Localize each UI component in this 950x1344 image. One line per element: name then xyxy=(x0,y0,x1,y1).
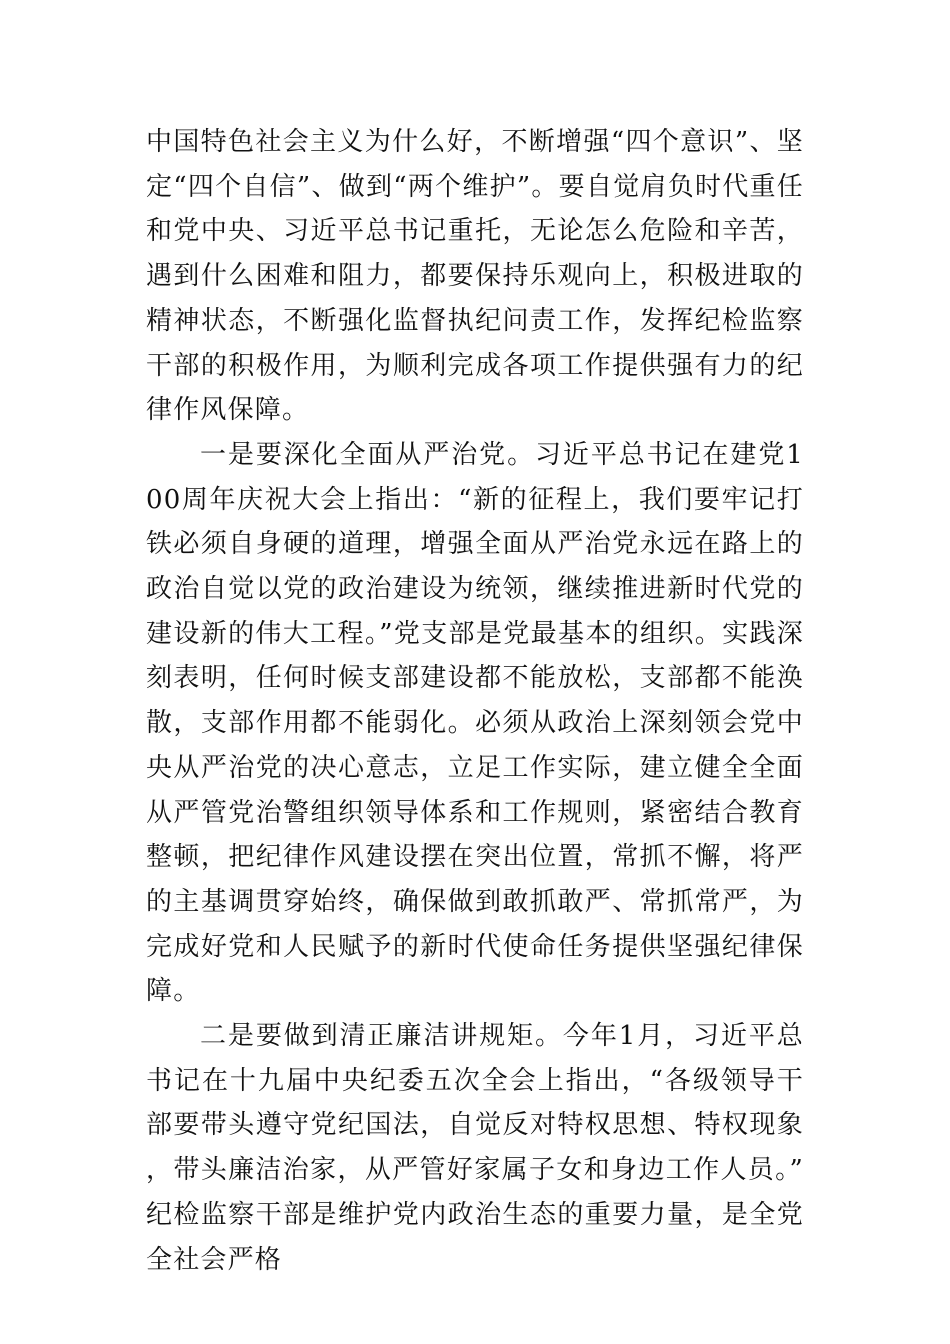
paragraph-continuation: 中国特色社会主义为什么好，不断增强“四个意识”、坚定“四个自信”、做到“两个维护”。要自觉肩负时代重任和党中央、习近平总书记重托，无论怎么危险和辛苦，遇到什么困难和阻力，都要保持乐观向上，积极进取的精神状态，不断强化监督执纪问责工作，发挥纪检监察干部的积极作用，为顺利完成各项工作提供强有力的纪律作风保障。 xyxy=(146,127,804,426)
paragraph-strict-party-governance: 一是要深化全面从严治党。习近平总书记在建党100周年庆祝大会上指出：“新的征程上，我们要牢记打铁必须自身硬的道理，增强全面从严治党永远在路上的政治自觉以党的政治建设为统领，继续推进新时代党的建设新的伟大工程。”党支部是党最基本的组织。实践深刻表明，任何时候支部建设都不能放松，支部都不能涣散，支部作用都不能弱化。必须从政治上深刻领会党中央从严治党的决心意志，立足工作实际，建立健全全面从严管党治警组织领导体系和工作规则，紧密结合教育整顿，把纪律作风建设摆在突出位置，常抓不懈，将严的主基调贯穿始终，确保做到敢抓敢严、常抓常严，为完成好党和人民赋予的新时代使命任务提供坚强纪律保障。 xyxy=(146,439,804,1007)
paragraph-integrity-rules: 二是要做到清正廉洁讲规矩。今年1月，习近平总书记在十九届中央纪委五次全会上指出，“各级领导干部要带头遵守党纪国法，自觉反对特权思想、特权现象，带头廉洁治家，从严管好家属子女和身边工作人员。”纪检监察干部是维护党内政治生态的重要力量，是全党全社会严格 xyxy=(146,1021,804,1275)
document-body xyxy=(146,120,804,1282)
